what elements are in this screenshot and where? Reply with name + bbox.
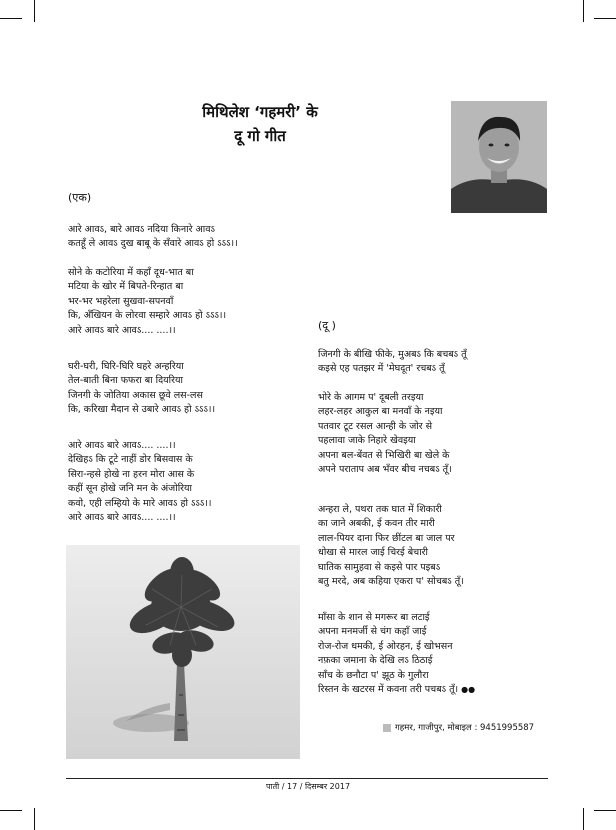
verse-line: आरे आवऽ बारे आवऽ.... ....।। bbox=[68, 512, 176, 524]
verse-text: रिस्तन के खटरस में कवना तरी पचबऽ तूँ। bbox=[318, 684, 459, 696]
verse-line: अन्हरा ले, पथरा तक घात में शिकारी bbox=[318, 504, 442, 515]
song-1-stanza bbox=[68, 360, 215, 418]
song-1-stanza bbox=[68, 223, 238, 252]
verse-line bbox=[318, 683, 475, 697]
crop-mark bbox=[0, 18, 22, 19]
song-1-stanza bbox=[68, 266, 226, 338]
verse-line: देखिहऽ कि टूटे नाहीं डोर बिसवास के bbox=[68, 454, 193, 466]
page-title bbox=[150, 100, 370, 148]
crop-mark bbox=[34, 808, 35, 830]
palm-tree-illustration bbox=[66, 545, 300, 759]
song-1-label: (एक) bbox=[68, 191, 92, 204]
verse-line: तेल-बाती बिना फफरा बा दियरिया bbox=[68, 375, 183, 387]
verse-line: साँच के छनौटा प' झूठ के गुलौरा bbox=[318, 669, 429, 681]
author-credit bbox=[383, 722, 534, 733]
author-address: गहमर, गाजीपुर, मोबाइल : 9451995587 bbox=[395, 723, 535, 733]
verse-line: लहर-लहर आकुल बा मनवाँ के नइया bbox=[318, 406, 443, 418]
palm-tree-image bbox=[66, 545, 300, 759]
title-line-1: मिथिलेश ‘गहमरी’ के bbox=[202, 103, 318, 121]
verse-line: पहलावा जाके निहारे खेवइया bbox=[318, 435, 416, 447]
crop-mark bbox=[594, 810, 616, 811]
verse-line: कि, अँखियन के लोरवा सम्हारे आवऽ हो ऽऽऽ।। bbox=[68, 310, 227, 322]
verse-line: जिनगी के जोतिया अकास छूवे लस-लस bbox=[68, 389, 203, 401]
verse-line: लाल-पियर दाना फिर छींटल बा जाल पर bbox=[318, 532, 455, 544]
song-2-stanza bbox=[318, 391, 452, 477]
verse-line: अपना बल-बेंवत से भिखिरी बा खेले के bbox=[318, 449, 450, 461]
verse-line: आरे आवऽ, बारे आवऽ नदिया किनारे आवऽ bbox=[68, 224, 215, 235]
crop-mark bbox=[583, 0, 584, 22]
title-line-2: दू गो गीत bbox=[234, 127, 286, 145]
crop-mark bbox=[583, 808, 584, 830]
verse-line: नफ़का जमाना के देखि लऽ ठिठाई bbox=[318, 655, 433, 667]
verse-line: जिनगी के बीखि फीके, मुअबऽ कि बचबऽ तूँ bbox=[318, 349, 467, 360]
verse-line: धोखा से मारल जाई चिरई बेचारी bbox=[318, 547, 429, 559]
verse-line: कहीं सून होखे जनि मन के अंजोरिया bbox=[68, 483, 193, 495]
verse-line: कि, करिखा मैदान से उबारे आवऽ हो ऽऽऽ।। bbox=[68, 404, 216, 416]
square-bullet-icon bbox=[383, 724, 391, 732]
verse-line: पतवार टूट रसल आन्ही के जोर से bbox=[318, 420, 433, 432]
verse-line: माँसा के शान से मगरूर बा लटाई bbox=[318, 612, 430, 623]
song-2-stanza bbox=[318, 503, 464, 589]
verse-line: आरे आवऽ बारे आवऽ.... ....।। bbox=[68, 324, 176, 336]
verse-line: कवो, एही लम्हियो के मारे आवऽ हो ऽऽऽ।। bbox=[68, 497, 212, 509]
verse-line: सोने के कटोरिया में कहाँ दूध-भात बा bbox=[68, 267, 194, 278]
verse-line: मटिया के खोर में बिपते-रिन्हात बा bbox=[68, 281, 184, 293]
crop-mark bbox=[0, 810, 22, 811]
author-portrait-image bbox=[451, 101, 547, 213]
verse-line: घातिक सामुहवा से कइसे पार पइबऽ bbox=[318, 561, 441, 573]
verse-line: घरी-घरी, घिरि-घिरि घहरे अन्हरिया bbox=[68, 361, 184, 372]
verse-line: बतु मरदे, अब कहिया एकरा प' सोचबऽ तूँ। bbox=[318, 576, 464, 588]
end-mark: ●● bbox=[461, 685, 476, 695]
song-2-stanza bbox=[318, 348, 467, 377]
song-1-stanza bbox=[68, 439, 212, 525]
crop-mark bbox=[34, 0, 35, 22]
verse-line: अपना मनमर्जी से चंग कहाँ जाई bbox=[318, 626, 427, 638]
verse-line: सिरा-न्हसे होखे ना हरन मोरा आस के bbox=[68, 468, 195, 480]
verse-line: कतहूँ ले आवऽ दुख बाबू के सँवारे आवऽ हो ऽऽऽ।। bbox=[68, 238, 238, 250]
page-footer: पाती / 17 / दिसम्बर 2017 bbox=[265, 782, 351, 791]
song-2-label: (दू ) bbox=[318, 319, 336, 332]
footer-rule bbox=[66, 778, 548, 779]
verse-line: आरे आवऽ बारे आवऽ.... ....।। bbox=[68, 440, 176, 451]
verse-line: अपने पराताप अब भँवर बीच नचबऽ तूँ। bbox=[318, 464, 452, 476]
verse-line: का जाने अबकी, ई कवन तीर मारी bbox=[318, 518, 435, 530]
author-photo bbox=[451, 101, 547, 213]
song-2-stanza bbox=[318, 611, 475, 697]
verse-line: भोरे के आगम प' दूबली तरइया bbox=[318, 392, 424, 403]
verse-line: कइसे एह पतझर में 'मेघदूत' रचबऽ तूँ bbox=[318, 363, 445, 375]
crop-mark bbox=[594, 18, 616, 19]
verse-line: रोज-रोज धमकी, ई ओरहन, ई खोभसन bbox=[318, 640, 453, 652]
verse-line: भर-भर भहरेला सुखवा-सपनवाँ bbox=[68, 295, 174, 307]
